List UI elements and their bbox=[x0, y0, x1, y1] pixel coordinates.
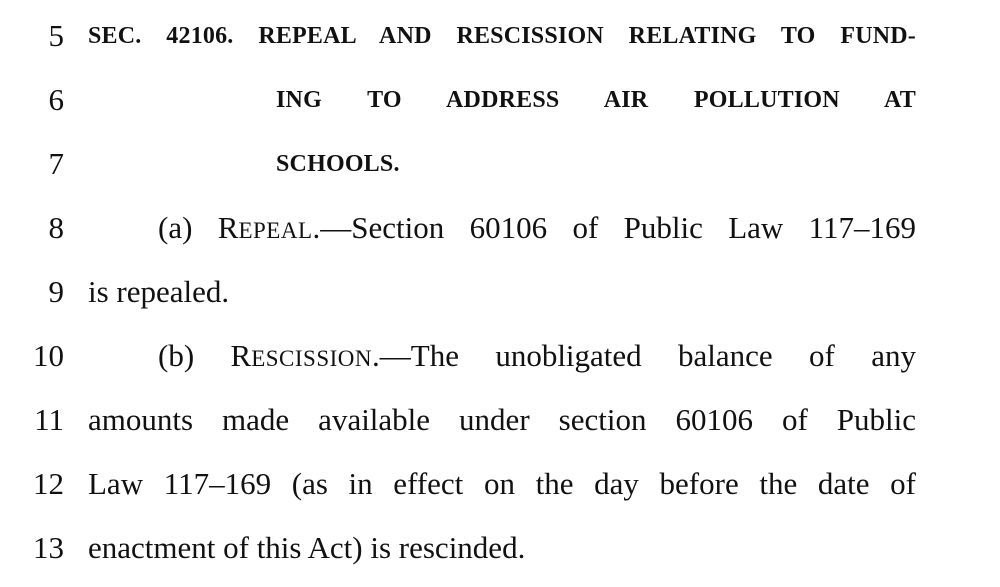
document-line bbox=[0, 132, 1000, 196]
document-line bbox=[0, 516, 1000, 580]
body-text: amounts made available under section 60106 of Public bbox=[88, 402, 916, 437]
document-line bbox=[0, 324, 1000, 388]
subsection-heading-initial: R bbox=[217, 210, 239, 245]
body-text: Law 117–169 (as in effect on the day before the date of bbox=[88, 466, 916, 501]
line-number: 13 bbox=[33, 530, 64, 565]
section-heading: SEC. 42106. REPEAL AND RESCISSION RELATING TO FUND- bbox=[88, 23, 916, 49]
document-line bbox=[0, 388, 1000, 452]
subsection-label: (b) bbox=[158, 338, 231, 373]
subsection-label: (a) bbox=[158, 210, 218, 245]
document-line bbox=[0, 260, 1000, 324]
subsection-text: .—The unobligated balance of any bbox=[372, 338, 916, 373]
subsection-b bbox=[158, 338, 916, 377]
document-line bbox=[0, 68, 1000, 132]
line-number: 9 bbox=[48, 274, 64, 309]
line-number: 11 bbox=[34, 402, 64, 437]
line-number: 12 bbox=[33, 466, 64, 501]
document-line bbox=[0, 452, 1000, 516]
section-heading-end: SCHOOLS. bbox=[276, 151, 400, 177]
subsection-heading: EPEAL bbox=[238, 218, 313, 243]
line-number: 8 bbox=[48, 210, 64, 245]
document-line bbox=[0, 196, 1000, 260]
line-number: 6 bbox=[48, 82, 64, 117]
subsection-a bbox=[158, 210, 916, 249]
line-number: 5 bbox=[48, 18, 64, 53]
line-number: 10 bbox=[33, 338, 64, 373]
subsection-heading: ESCISSION bbox=[251, 346, 373, 371]
body-text: is repealed. bbox=[88, 274, 230, 309]
section-heading-continued: ING TO ADDRESS AIR POLLUTION AT bbox=[276, 87, 916, 113]
subsection-text: .—Section 60106 of Public Law 117–169 bbox=[312, 210, 917, 245]
line-number: 7 bbox=[48, 146, 64, 181]
document-line bbox=[0, 4, 1000, 68]
body-text: enactment of this Act) is rescinded. bbox=[88, 530, 526, 565]
subsection-heading-initial: R bbox=[230, 338, 252, 373]
